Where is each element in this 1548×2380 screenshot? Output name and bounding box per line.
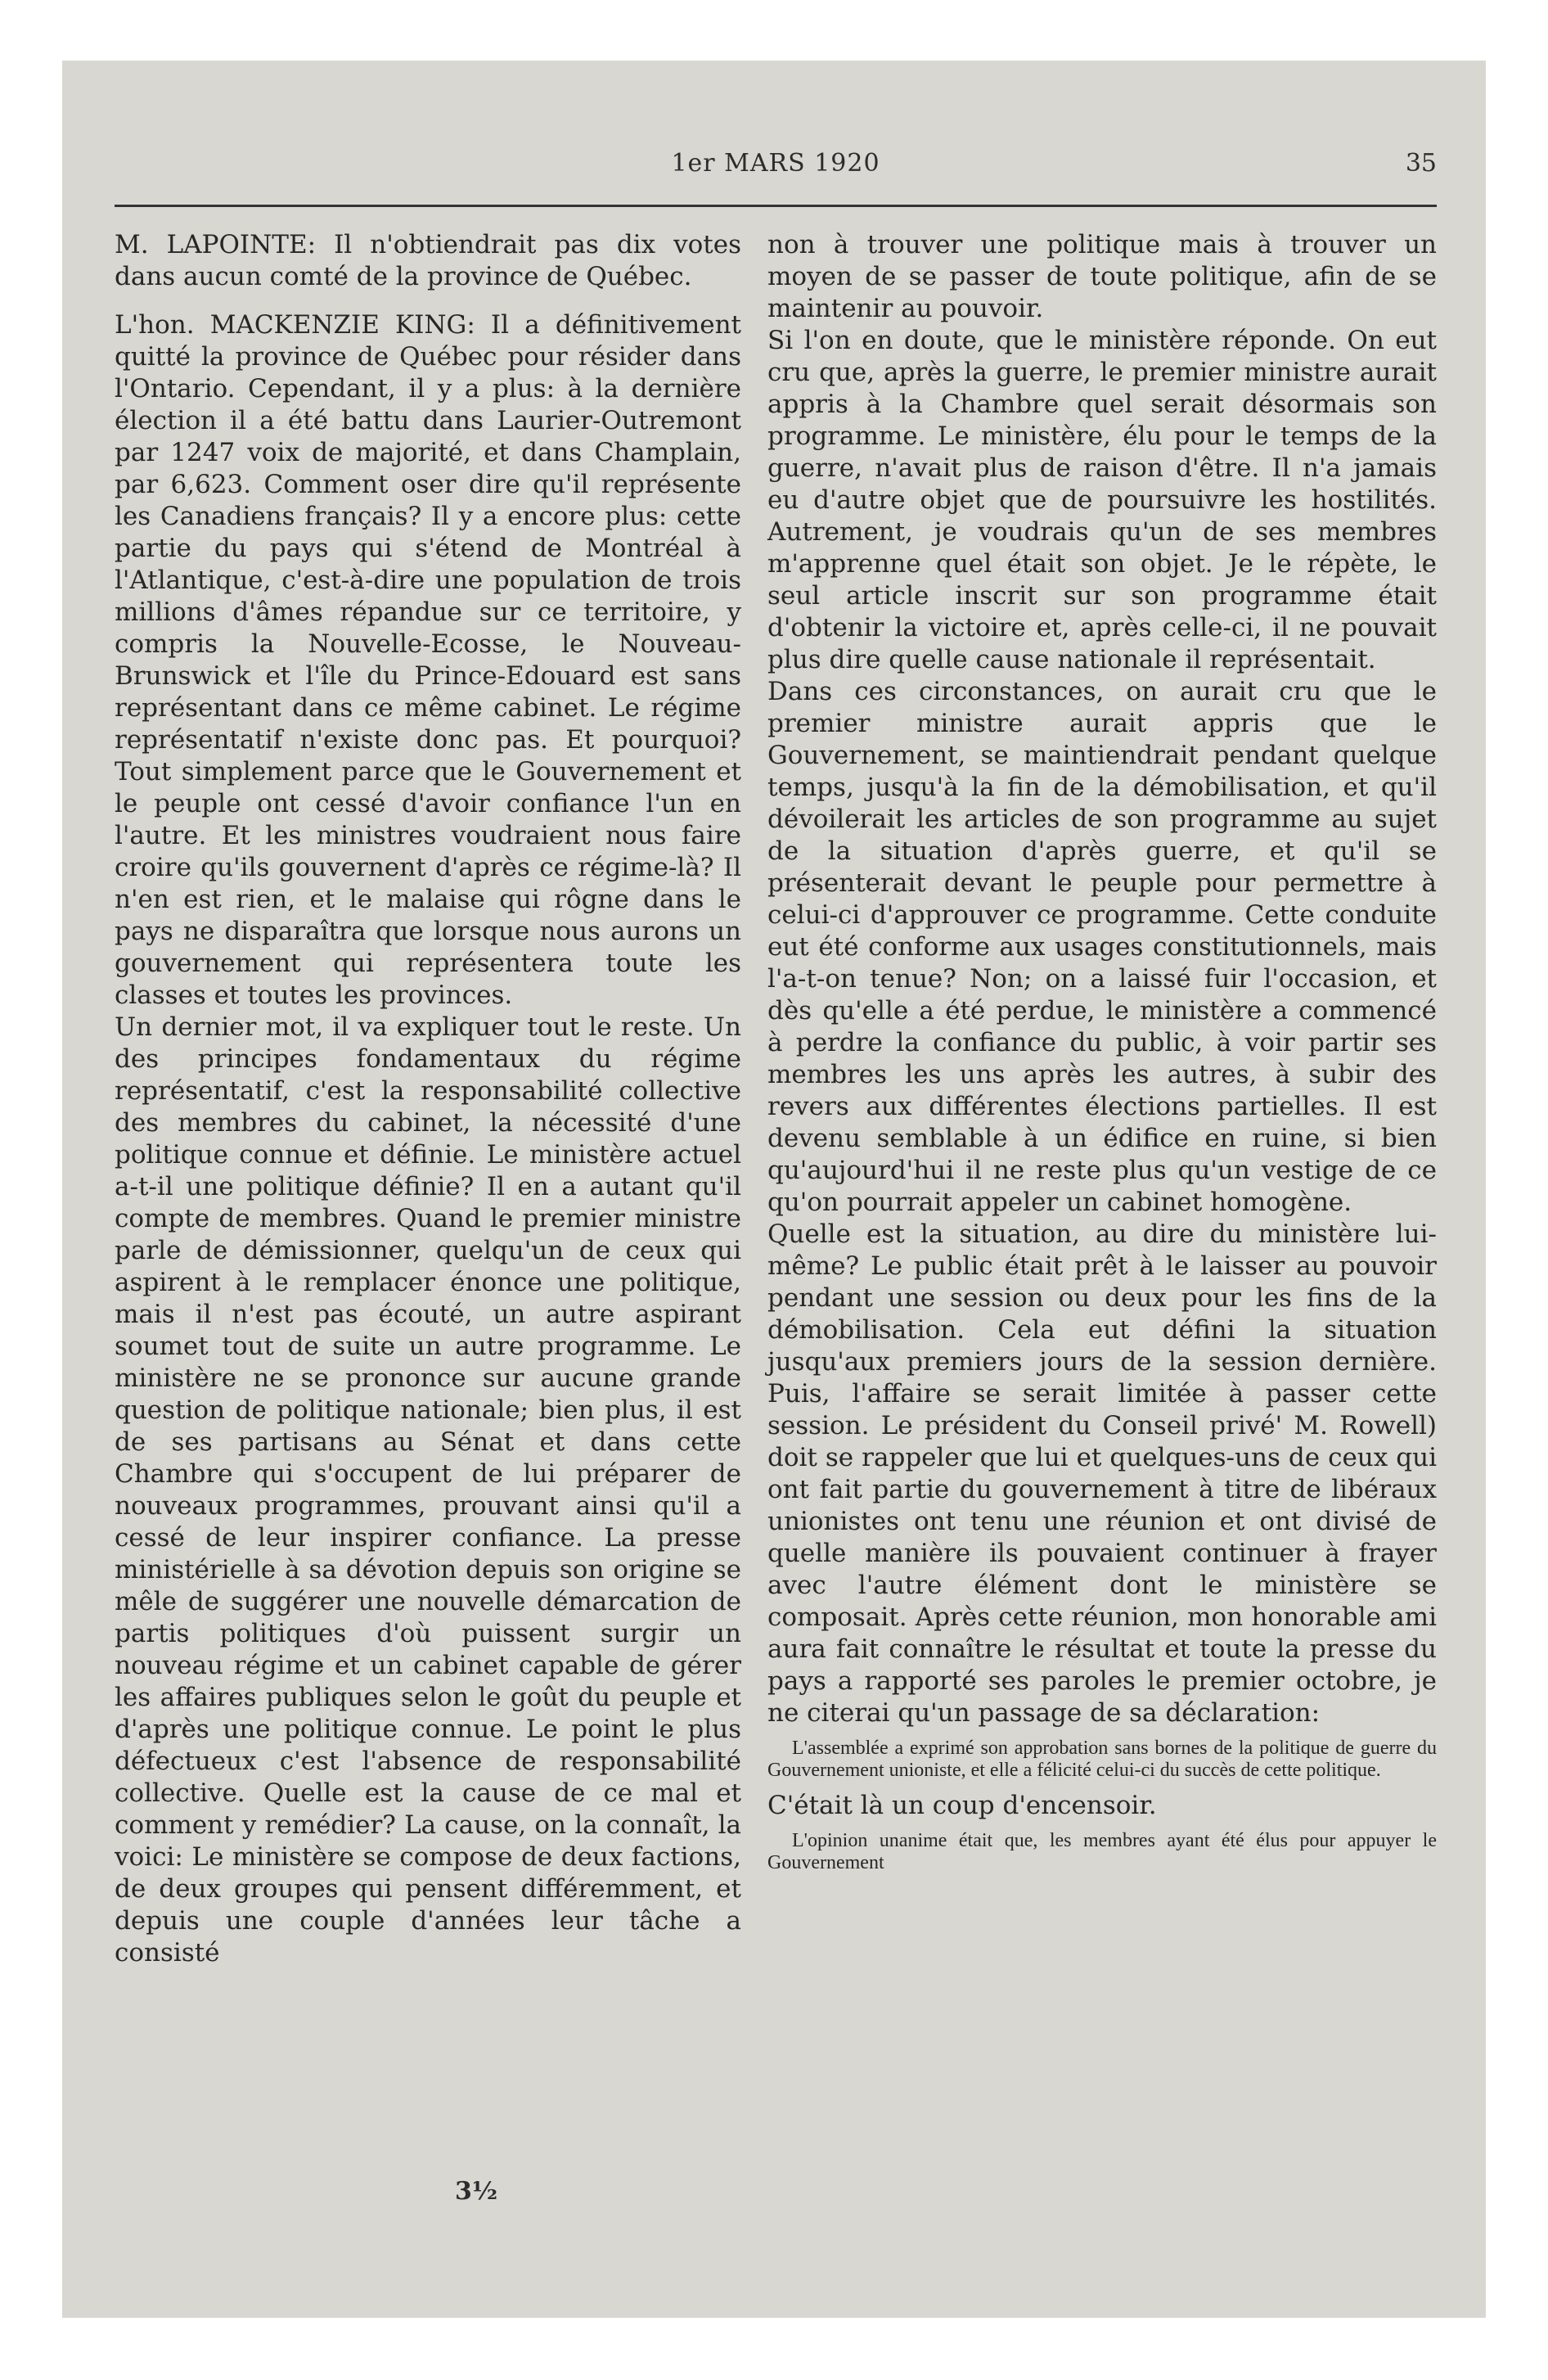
header-rule (115, 205, 1437, 207)
header-date: 1er MARS 1920 (671, 149, 880, 178)
block-quote: L'opinion unanime était que, les membres ayant été élus pour appuyer le Gouvernement (767, 1830, 1437, 1873)
paragraph: L'hon. MACKENZIE KING: Il a définitivement quitté la province de Québec pour résider dans l'Ontario. Cependant, il y a plus: à la dernière élection il a été battu dans Laurier-Outremont par 1247 voix de majorité, et dans Champlain, par 6,623. Comment oser dire qu'il représente les Canadiens français? Il y a encore plus: cette partie du pays qui s'étend de Montréal à l'Atlantique, c'est-à-dire une population de trois millions d'âmes répandue sur ce territoire, y compris la Nouvelle-Ecosse, le Nouveau-Brunswick et l'île du Prince-Edouard est sans représentant dans ce même cabinet. Le régime représentatif n'existe donc pas. Et pourquoi? Tout simplement parce que le Gouvernement et le peuple ont cessé d'avoir confiance l'un en l'autre. Et les ministres voudraient nous faire croire qu'ils gouvernent d'après ce régime-là? Il n'en est rien, et le malaise qui rôgne dans le pays ne disparaîtra que lorsque nous aurons un gouvernement qui représentera toute les classes et toutes les provinces. (115, 310, 741, 1010)
signature-mark: 3½ (455, 2177, 498, 2206)
paragraph: Un dernier mot, il va expliquer tout le reste. Un des principes fondamentaux du régime représentatif, c'est la responsabilité collective des membres du cabinet, la nécessité d'une politique connue et définie. Le ministère actuel a-t-il une politique définie? Il en a autant qu'il compte de membres. Quand le premier ministre parle de démissionner, quelqu'un de ceux qui aspirent à le remplacer énonce une politique, mais il n'est pas écouté, un autre aspirant soumet tout de suite un autre programme. Le ministère ne se prononce sur aucune grande question de politique nationale; bien plus, il est de ses partisans au Sénat et dans cette Chambre qui s'occupent de lui préparer de nouveaux programmes, prouvant ainsi qu'il a cessé de leur inspirer confiance. La presse ministérielle à sa dévotion depuis son origine se mêle de suggérer une nouvelle démarcation de partis politiques d'où puissent surgir un nouveau régime et un cabinet capable de gérer les affaires publiques selon le goût du peuple et d'après une politique connue. Le point le plus défectueux c'est l'absence de responsabilité collective. Quelle est la cause de ce mal et comment y remédier? La cause, on la connaît, la voici: Le ministère se compose de deux factions, de deux groupes qui pensent différemment, et depuis une couple d'années leur tâche a consisté (115, 1012, 741, 1968)
page-number: 35 (1405, 149, 1437, 178)
document-page (62, 61, 1486, 2318)
paragraph: Dans ces circonstances, on aurait cru que le premier ministre aurait appris que le Gouvernement, se maintiendrait pendant quelque temps, jusqu'à la fin de la démobilisation, et qu'il dévoilerait les articles de son programme au sujet de la situation d'après guerre, et qu'il se présenterait devant le peuple pour permettre à celui-ci d'approuver ce programme. Cette conduite eut été conforme aux usages constitutionnels, mais l'a-t-on tenue? Non; on a laissé fuir l'occasion, et dès qu'elle a été perdue, le ministère a commencé à perdre la confiance du public, à voir partir ses membres les uns après les autres, à subir des revers aux différentes élections partielles. Il est devenu semblable à un édifice en ruine, si bien qu'aujourd'hui il ne reste plus qu'un vestige de ce qu'on pourrait appeler un cabinet homogène. (767, 677, 1437, 1217)
paragraph: non à trouver une politique mais à trouver un moyen de se passer de toute politique, afin de se maintenir au pouvoir. (767, 230, 1437, 323)
paragraph: C'était là un coup d'encensoir. (767, 1791, 1157, 1820)
paragraph: M. LAPOINTE: Il n'obtiendrait pas dix votes dans aucun comté de la province de Québec. (115, 230, 741, 291)
left-column (115, 229, 741, 1969)
page-header (115, 149, 1437, 198)
paragraph: Quelle est la situation, au dire du ministère lui-même? Le public était prêt à le laisser au pouvoir pendant une session ou deux pour les fins de la démobilisation. Cela eut défini la situation jusqu'aux premiers jours de la session dernière. Puis, l'affaire se serait limitée à passer cette session. Le président du Conseil privé' M. Rowell) doit se rappeler que lui et quelques-uns de ceux qui ont fait partie du gouvernement à titre de libéraux unionistes ont tenu une réunion et ont divisé de quelle manière ils pouvaient continuer à frayer avec l'autre élément dont le ministère se composait. Après cette réunion, mon honorable ami aura fait connaître le résultat et toute la presse du pays a rapporté ses paroles le premier octobre, je ne citerai qu'un passage de sa déclaration: (767, 1219, 1437, 1728)
paragraph: Si l'on en doute, que le ministère réponde. On eut cru que, après la guerre, le premier ministre aurait appris à la Chambre quel serait désormais son programme. Le ministère, élu pour le temps de la guerre, n'avait plus de raison d'être. Il n'a jamais eu d'autre objet que de poursuivre les hostilités. Autrement, je voudrais qu'un de ses membres m'apprenne quel était son objet. Je le répète, le seul article inscrit sur son programme était d'obtenir la victoire et, après celle-ci, il ne pouvait plus dire quelle cause nationale il représentait. (767, 326, 1437, 674)
right-column (767, 229, 1437, 1882)
block-quote: L'assemblée a exprimé son approbation sans bornes de la politique de guerre du Gouvernement unioniste, et elle a félicité celui-ci du succès de cette politique. (767, 1738, 1437, 1781)
